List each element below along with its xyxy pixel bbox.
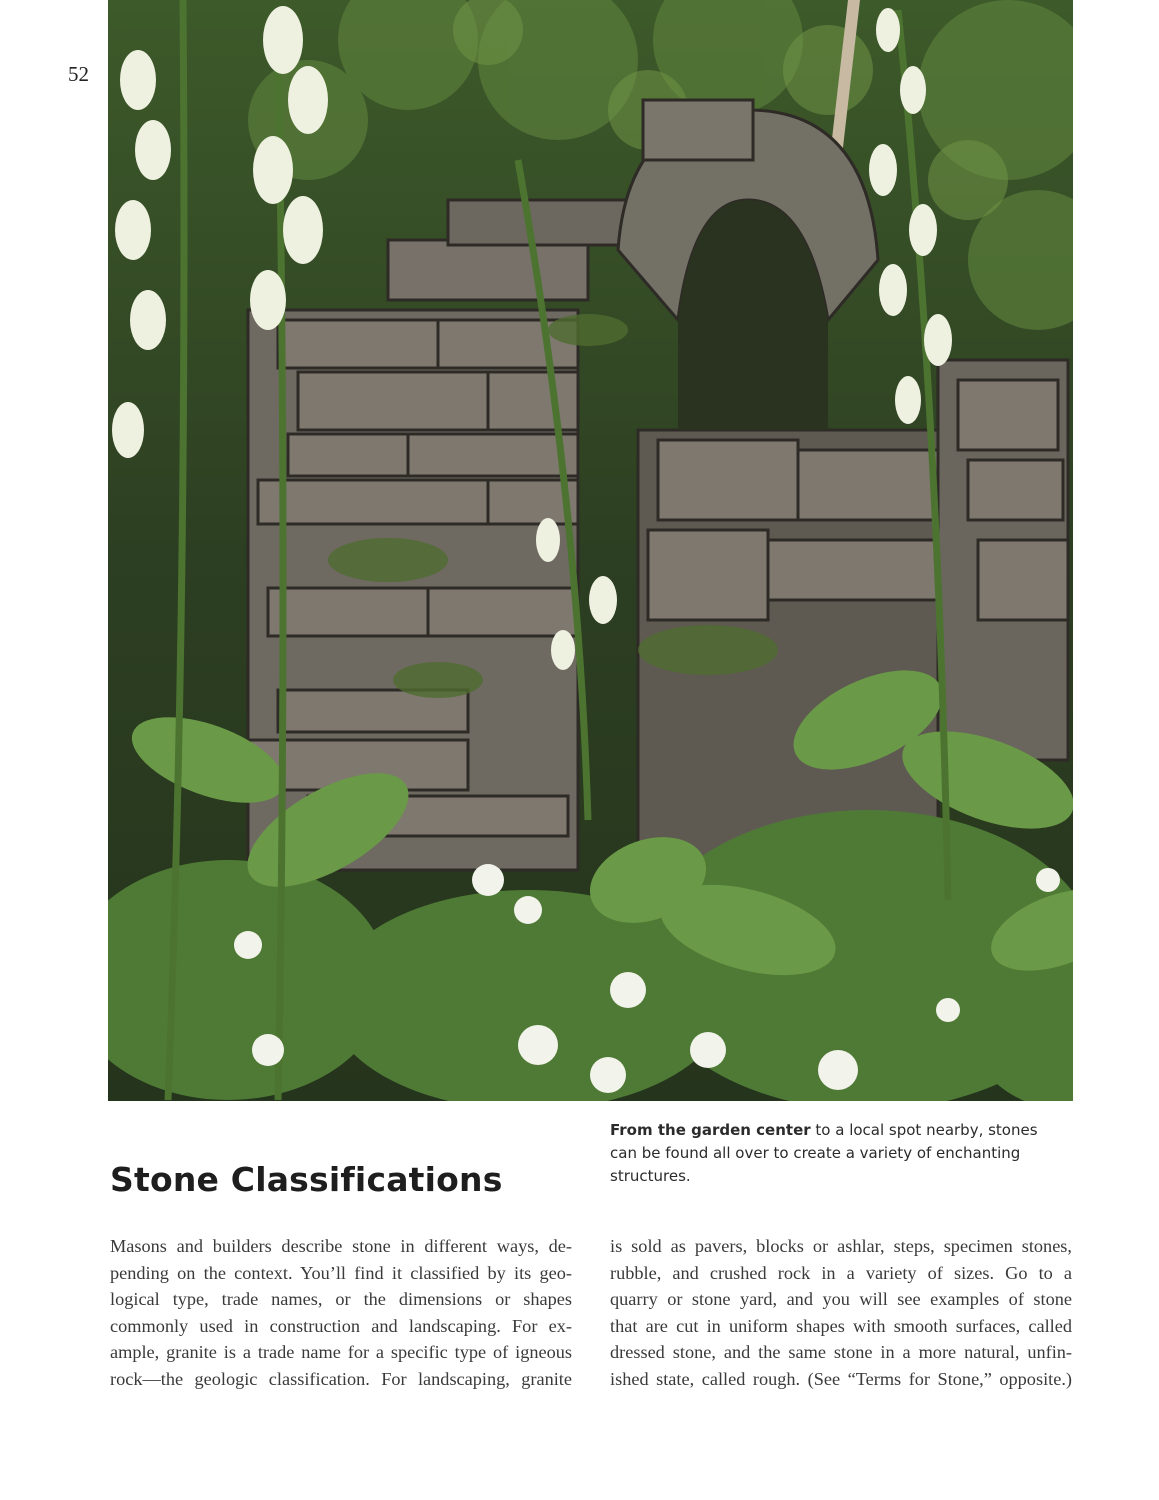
caption-line: structures. xyxy=(610,1167,691,1185)
body-line: commonly used in construction and landscaping. For ex- xyxy=(110,1315,572,1336)
body-line: ished state, called rough. (See “Terms for Stone,” opposite.) xyxy=(610,1368,1072,1389)
body-line: that are cut in uniform shapes with smooth surfaces, called xyxy=(610,1315,1072,1336)
body-column-left xyxy=(110,1233,572,1392)
body-line: dressed stone, and the same stone in a more natural, unfin- xyxy=(610,1342,1072,1362)
body-line: rock—the geologic classification. For landscaping, granite xyxy=(110,1368,572,1389)
garden-photo xyxy=(108,0,1073,1101)
body-column-right xyxy=(610,1233,1072,1392)
caption-line: can be found all over to create a variety of enchanting xyxy=(610,1144,1021,1162)
body-line: logical type, trade names, or the dimensions or shapes xyxy=(110,1289,572,1309)
caption-lead: From the garden center xyxy=(610,1121,811,1139)
body-line: quarry or stone yard, and you will see examples of stone xyxy=(610,1289,1072,1309)
page-number: 52 xyxy=(68,62,89,86)
caption-line: to a local spot nearby, stones xyxy=(810,1121,1038,1139)
body-line: Masons and builders describe stone in different ways, de- xyxy=(110,1236,572,1256)
photo-caption xyxy=(610,1119,1080,1188)
body-line: ample, granite is a trade name for a specific type of igneous xyxy=(110,1342,572,1362)
body-line: is sold as pavers, blocks or ashlar, steps, specimen stones, xyxy=(610,1236,1072,1256)
section-heading: Stone Classifications xyxy=(110,1160,503,1199)
body-line: rubble, and crushed rock in a variety of sizes. Go to a xyxy=(610,1262,1072,1283)
body-line: pending on the context. You’ll find it classified by its geo- xyxy=(110,1262,572,1283)
